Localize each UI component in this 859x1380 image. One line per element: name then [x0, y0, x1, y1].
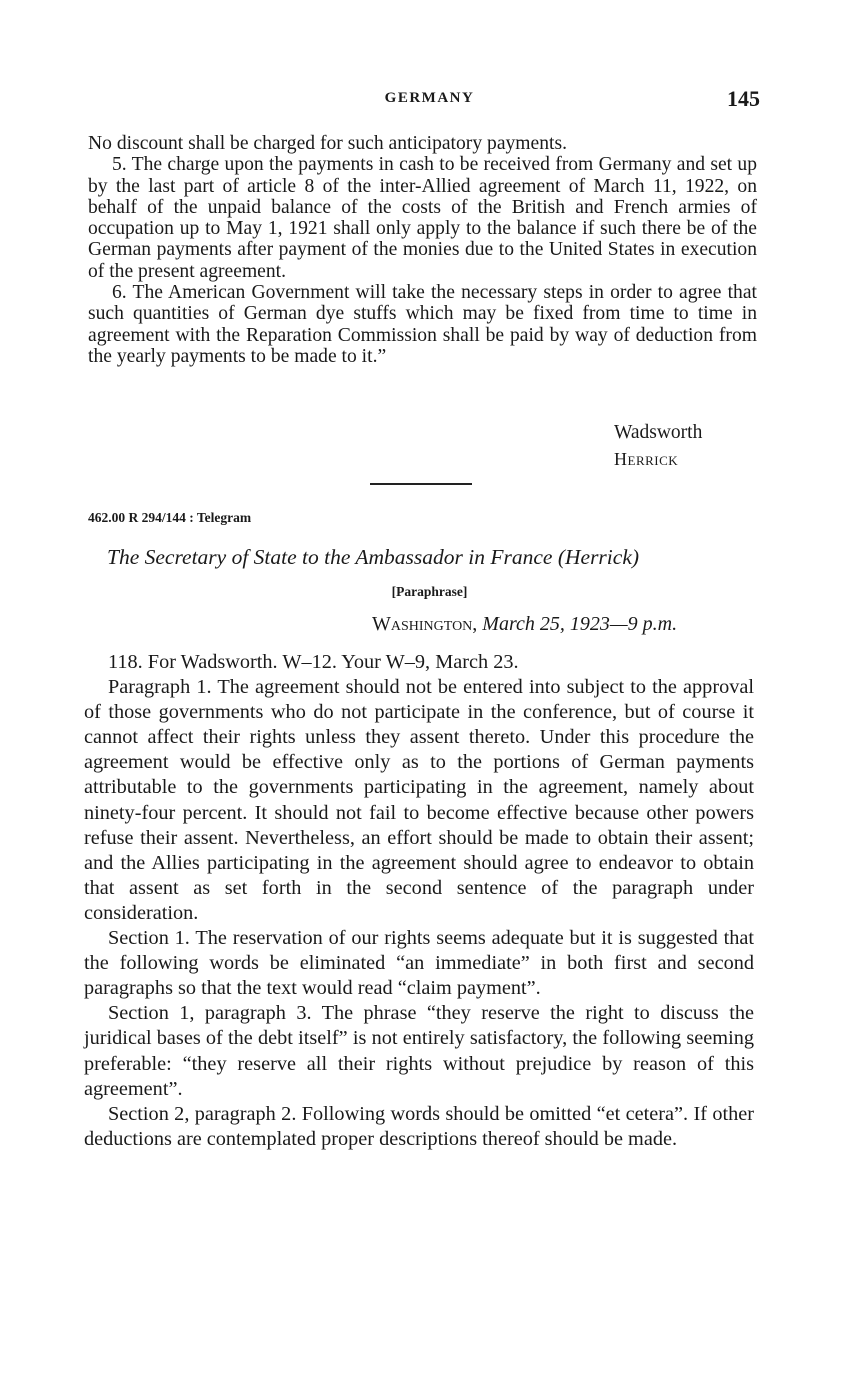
- section-divider: [370, 483, 472, 485]
- telegram-paragraph: Section 1, paragraph 3. The phrase “they reserve the right to discuss the juridical bases of the debt itself” is not entirely satisfactory, the following seeming preferable: “they reserve all their rights without prejudice by reason of this agreement”.: [84, 1002, 754, 1100]
- dateline-place: Washington,: [372, 613, 478, 635]
- telegram-paragraph: Section 1. The reservation of our rights seems adequate but it is suggested that the following words be eliminated “an immediate” in both first and second paragraphs so that the text would read “claim payment”.: [84, 927, 754, 1000]
- telegram-paragraph: Section 2, paragraph 2. Following words should be omitted “et cetera”. If other deductions are contemplated proper descriptions thereof should be made.: [84, 1102, 754, 1150]
- agreement-paragraph: 5. The charge upon the payments in cash to be received from Germany and set up by the last part of article 8 of the inter-Allied agreement of March 11, 1922, on behalf of the unpaid balance of the costs of the British and French armies of occupation up to May 1, 1921 shall only apply to the balance if such there be of the German payments after payment of the monies due to the United States in execution of the present agreement.: [88, 154, 757, 282]
- telegram-paragraph: Paragraph 1. The agreement should not be entered into subject to the approval of those governments who do not participate in the conference, but of course it cannot affect their rights unless they assent thereto. Under this procedure the agreement would be effective only as to the portions of German payments attributable to the governments participating in the agreement, namely about ninety-four percent. It should not fail to become effective because other powers refuse their assent. Nevertheless, an effort should be made to obtain their assent; and the Allies participating in the agreement should agree to endeavor to obtain that assent as set forth in the second sentence of the paragraph under consideration.: [84, 676, 754, 924]
- running-head: [0, 86, 859, 116]
- telegram-paragraph: 118. For Wadsworth. W–12. Your W–9, March 23.: [108, 651, 519, 673]
- telegram-body: [84, 650, 754, 1152]
- running-head-title: GERMANY: [384, 90, 475, 106]
- document-title: The Secretary of State to the Ambassador in France (Herrick): [107, 545, 640, 569]
- signature-herrick: Herrick: [614, 449, 679, 469]
- paraphrase-note: [Paraphrase]: [391, 584, 468, 599]
- dateline: [372, 613, 677, 636]
- file-reference: 462.00 R 294/144 : Telegram: [88, 510, 252, 525]
- agreement-text-block: [88, 133, 757, 367]
- agreement-paragraph: No discount shall be charged for such anticipatory payments.: [88, 133, 568, 154]
- agreement-paragraph: 6. The American Government will take the necessary steps in order to agree that such quantities of German dye stuffs which may be fixed from time to time in agreement with the Reparation Commission shall be paid by way of deduction from the yearly payments to be made to it.”: [88, 282, 757, 367]
- page-number: 145: [727, 86, 760, 111]
- signature-wadsworth: Wadsworth: [614, 422, 703, 443]
- dateline-date: March 25, 1923—9 p.m.: [482, 613, 678, 635]
